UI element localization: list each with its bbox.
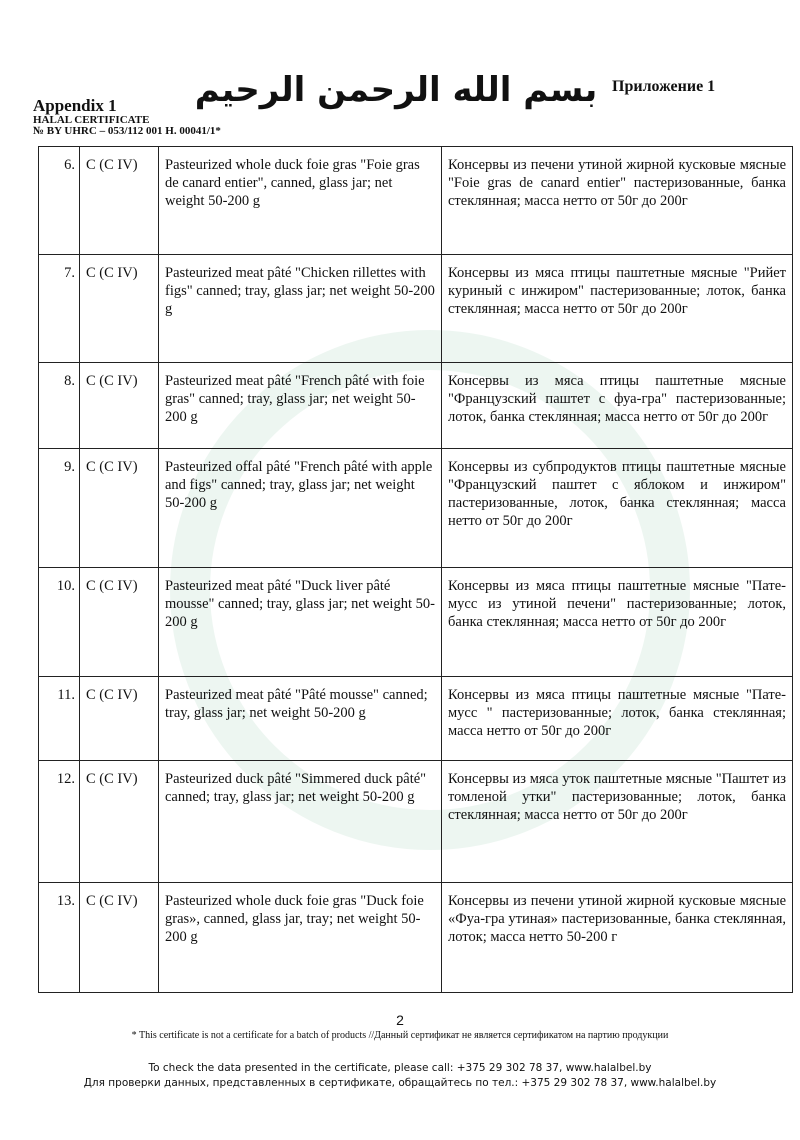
table-row	[39, 449, 793, 568]
row-number: 9.	[39, 449, 80, 568]
description-en-cell: Pasteurized duck pâté "Simmered duck pâté" canned; tray, glass jar; net weight 50-200 g	[159, 761, 442, 883]
category-cell: C (C IV)	[80, 363, 159, 449]
table-row	[39, 363, 793, 449]
description-ru-cell: Консервы из мяса птицы паштетные мясные "Рийет куриный с инжиром" пастеризованные; лоток, банка стеклянная; масса нетто от 50г до 200г	[442, 255, 793, 363]
description-ru-cell: Консервы из мяса птицы паштетные мясные "Французский паштет с фуа-гра" пастеризованные; лоток, банка стеклянная; масса нетто от 50г до 200г	[442, 363, 793, 449]
description-ru-cell: Консервы из субпродуктов птицы паштетные мясные "Французский паштет с яблоком и инжиром" пастеризованные, лоток, банка стеклянная; масса нетто от 50г до 200г	[442, 449, 793, 568]
check-info-ru: Для проверки данных, представленных в сертификате, обращайтесь по тел.: +375 29 302 78 37, www.halalbel.by	[83, 1077, 717, 1089]
description-ru-cell: Консервы из мяса птицы паштетные мясные "Пате-мусс из утиной печени" пастеризованные; лоток, банка стеклянная; масса нетто от 50г до 200г	[442, 568, 793, 677]
row-number: 13.	[39, 883, 80, 993]
description-en-cell: Pasteurized whole duck foie gras "Foie gras de canard entier", canned, glass jar; net weight 50-200 g	[159, 147, 442, 255]
category-cell: C (C IV)	[80, 883, 159, 993]
row-number: 11.	[39, 677, 80, 761]
description-ru-cell: Консервы из мяса уток паштетные мясные "Паштет из томленой утки" пастеризованные; лоток, банка стеклянная; масса нетто от 50г до 200г	[442, 761, 793, 883]
category-cell: C (C IV)	[80, 147, 159, 255]
check-info-en: To check the data presented in the certificate, please call: +375 29 302 78 37, www.halalbel.by	[148, 1062, 652, 1074]
table-row	[39, 568, 793, 677]
category-cell: C (C IV)	[80, 761, 159, 883]
row-number: 8.	[39, 363, 80, 449]
category-cell: C (C IV)	[80, 255, 159, 363]
category-cell: C (C IV)	[80, 568, 159, 677]
table-row	[39, 147, 793, 255]
description-en-cell: Pasteurized offal pâté "French pâté with apple and figs" canned; tray, glass jar; net weight 50-200 g	[159, 449, 442, 568]
table-row	[39, 677, 793, 761]
footnote: * This certificate is not a certificate for a batch of products //Данный сертификат не является сертификатом на партию продукции	[131, 1030, 669, 1041]
page-number: 2	[396, 1012, 404, 1028]
row-number: 12.	[39, 761, 80, 883]
description-en-cell: Pasteurized meat pâté "Duck liver pâté mousse" canned; tray, glass jar; net weight 50-200 g	[159, 568, 442, 677]
description-en-cell: Pasteurized meat pâté "Pâté mousse" canned; tray, glass jar; net weight 50-200 g	[159, 677, 442, 761]
category-cell: C (C IV)	[80, 449, 159, 568]
description-ru-cell: Консервы из печени утиной жирной кусковые мясные «Фуа-гра утиная» пастеризованные, банка стеклянная, лоток; масса нетто 50-200 г	[442, 883, 793, 993]
row-number: 7.	[39, 255, 80, 363]
table-row	[39, 761, 793, 883]
description-ru-cell: Консервы из печени утиной жирной кусковые мясные "Foie gras de canard entier" пастеризованные, банка стеклянная; масса нетто от 50г до 200г	[442, 147, 793, 255]
description-en-cell: Pasteurized meat pâté "Chicken rillettes with figs" canned; tray, glass jar; net weight 50-200 g	[159, 255, 442, 363]
certificate-label: HALAL CERTIFICATE	[33, 113, 150, 126]
description-en-cell: Pasteurized whole duck foie gras "Duck foie gras», canned, glass jar, tray; net weight 50-200 g	[159, 883, 442, 993]
table-row	[39, 883, 793, 993]
description-en-cell: Pasteurized meat pâté "French pâté with foie gras" canned; tray, glass jar; net weight 50-200 g	[159, 363, 442, 449]
row-number: 10.	[39, 568, 80, 677]
table-row	[39, 255, 793, 363]
appendix-title: Appendix 1	[33, 96, 117, 115]
category-cell: C (C IV)	[80, 677, 159, 761]
appendix-title-ru: Приложение 1	[612, 78, 716, 95]
description-ru-cell: Консервы из мяса птицы паштетные мясные "Пате-мусс " пастеризованные; лоток, банка стеклянная; масса нетто от 50г до 200г	[442, 677, 793, 761]
row-number: 6.	[39, 147, 80, 255]
basmala-calligraphy: بسم الله الرحمن الرحيم	[194, 70, 598, 110]
products-table	[38, 146, 793, 993]
certificate-number: № BY UHRC – 053/112 001 H. 00041/1*	[33, 125, 221, 138]
header-left	[33, 97, 221, 138]
